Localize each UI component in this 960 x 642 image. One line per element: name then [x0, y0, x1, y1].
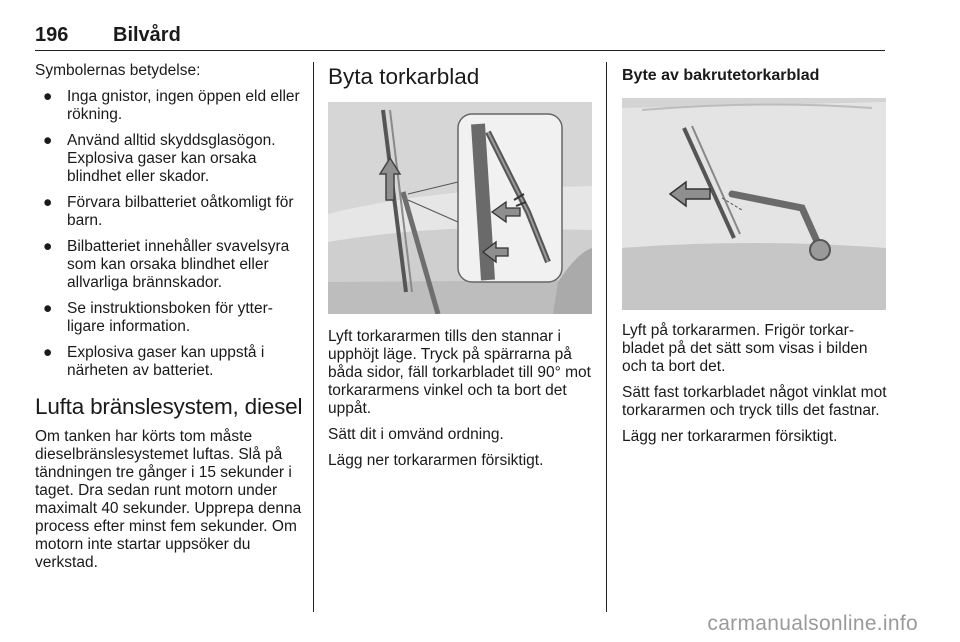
bullet-icon: ●	[43, 88, 53, 105]
section-title: Bilvård	[113, 24, 181, 46]
diesel-body: Om tanken har körts tom måste dieselbränslesystemet luftas. Slå på tändningen tre gånger i 15 sekunder i taget. Dra sedan runt motorn under maximalt 40 sekunder. Upprepa denna process efter minst fem sekunder. Om motorn inte startar uppsöker du verkstad.	[35, 428, 302, 571]
list-item: ● Bilbatteriet innehåller svavelsyra som kan orsaka blindhet eller allvarliga brännskador.	[43, 238, 290, 291]
wiper-paragraph: Sätt dit i omvänd ordning.	[328, 426, 504, 443]
rear-wiper-paragraph: Sätt fast torkarbladet något vinklat mot torkararmen och tryck tills det fastnar.	[622, 384, 887, 419]
symbols-intro: Symbolernas betydelse:	[35, 62, 201, 79]
list-item: ● Explosiva gaser kan uppstå i närheten av batteriet.	[43, 344, 265, 379]
list-item: ● Se instruktionsboken för ytter-ligare information.	[43, 300, 273, 335]
bullet-icon: ●	[43, 132, 53, 149]
column-left	[35, 62, 303, 580]
wiper-paragraph: Lyft torkararmen tills den stannar i upphöjt läge. Tryck på spärrarna på båda sidor, fäll torkarbladet till 90° mot torkararmens vinkel och ta bort det uppåt.	[328, 328, 591, 417]
column-divider	[606, 62, 607, 612]
bullet-icon: ●	[43, 238, 53, 255]
rear-wiper-paragraph: Lägg ner torkararmen försiktigt.	[622, 428, 838, 445]
wiper-paragraph: Lägg ner torkararmen försiktigt.	[328, 452, 544, 469]
column-right	[622, 62, 887, 454]
section-heading-diesel: Lufta bränslesystem, diesel	[35, 394, 303, 419]
rear-wiper-paragraph: Lyft på torkararmen. Frigör torkar-bladet på det sätt som visas i bilden och ta bort det.	[622, 322, 868, 375]
column-divider	[313, 62, 314, 612]
rear-wiper-illustration	[622, 98, 886, 310]
list-item: ● Inga gnistor, ingen öppen eld eller rökning.	[43, 88, 300, 123]
watermark-text: carmanualsonline.info	[707, 612, 918, 635]
list-item: ● Förvara bilbatteriet oåtkomligt för barn.	[43, 194, 294, 229]
column-middle	[328, 62, 598, 478]
bullet-icon: ●	[43, 300, 53, 317]
page-header	[35, 24, 885, 51]
page-number: 196	[35, 24, 69, 46]
section-heading-wiper: Byta torkarblad	[328, 64, 480, 89]
bullet-icon: ●	[43, 194, 53, 211]
section-heading-rear-wiper: Byte av bakrutetorkarblad	[622, 67, 820, 84]
list-item: ● Använd alltid skyddsglasögon. Explosiva gaser kan orsaka blindhet eller skador.	[43, 132, 276, 185]
symbol-list	[35, 88, 303, 380]
bullet-icon: ●	[43, 344, 53, 361]
wiper-blade-illustration	[328, 102, 592, 314]
